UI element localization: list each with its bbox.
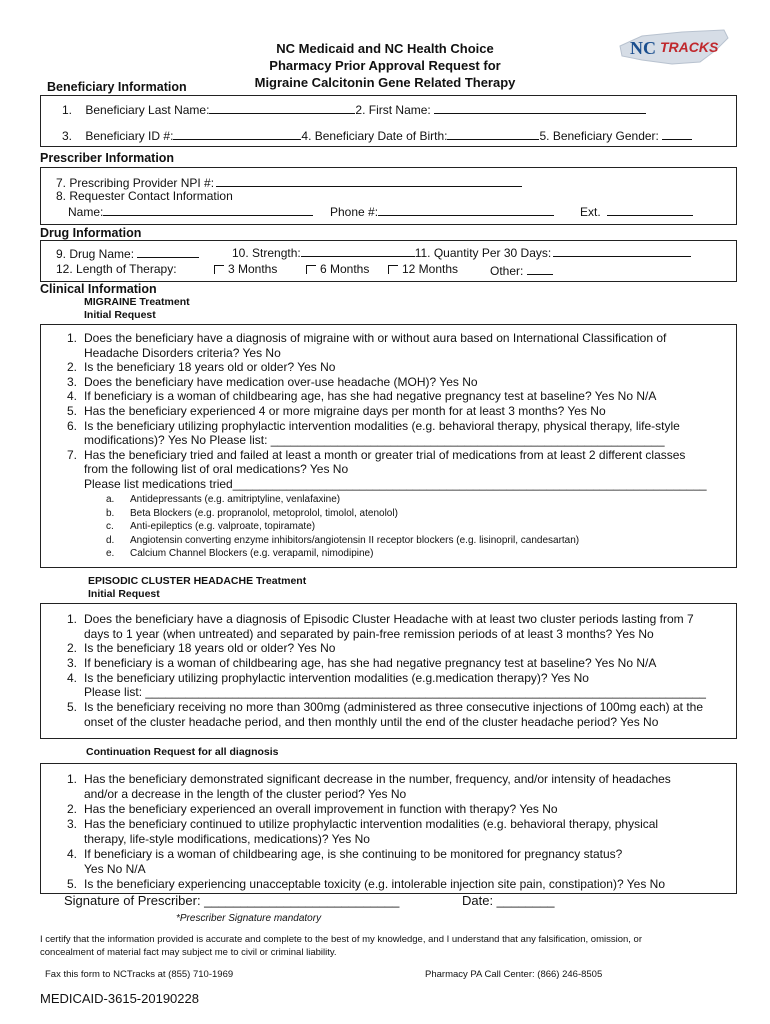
field-last-name[interactable]: 1. Beneficiary Last Name: 2. First Name: [62,101,646,117]
question-number: 3. [66,374,77,389]
question-number: 1. [66,772,77,786]
question-text: If beneficiary is a woman of childbearing age, has she had negative pregnancy test at baseline? Yes No N/A [84,656,657,671]
nctracks-logo [612,24,732,70]
question-text: Is the beneficiary 18 years old or older? Yes No [84,360,336,375]
question-number: 2. [66,641,77,656]
signature-field[interactable]: Signature of Prescriber: ___________________________ [64,893,400,908]
field-beneficiary-id[interactable]: 3. Beneficiary ID #: 4. Beneficiary Date of Birth: 5. Beneficiary Gender: [62,127,692,143]
question-text: Is the beneficiary 18 years old or older? Yes No [84,641,336,656]
svg-text:NC: NC [630,38,656,58]
question-number: 3. [66,656,77,671]
length-6-months[interactable]: 6 Months [300,262,369,276]
list-letter: c. [106,521,114,532]
question-number: 4. [66,389,77,404]
list-letter: b. [106,507,115,519]
question-number: 4. [66,847,77,861]
medication-class-text: Antidepressants (e.g. amitriptyline, venlafaxine) [130,494,341,505]
signature-mandatory-note: *Prescriber Signature mandatory [176,913,322,924]
question-text: therapy, life-style modifications, medications)? Yes No [84,832,370,846]
question-text: and/or a decrease in the length of the cluster period? Yes No [84,787,407,801]
drug-heading: Drug Information [40,226,142,240]
question-text: onset of the cluster headache period, and then monthly until the end of the cluster headache period? Yes No [84,714,659,729]
clinical-heading: Clinical Information [40,282,157,296]
medication-class-text: Angiotensin converting enzyme inhibitors/angiotensin II receptor blockers (e.g. lisinopril, candesartan) [130,534,580,546]
question-number: 7. [66,447,77,462]
question-number: 5. [66,877,77,891]
question-text: Does the beneficiary have medication over-use headache (MOH)? Yes No [84,374,478,389]
question-text: days to 1 year (when untreated) and separated by pain-free remission periods of at least 3 months? Yes No [84,626,654,641]
field-length-therapy[interactable]: 12. Length of Therapy: [56,262,177,276]
question-text: Is the beneficiary utilizing prophylactic intervention modalities (e.g. behavioral therapy, physical therapy, life-style [84,418,680,433]
question-text: Please list medications tried_______________________________________________________________________ [84,476,707,491]
migraine-question-6[interactable] [57,419,737,448]
svg-text:TRACKS: TRACKS [660,39,719,55]
question-text: Is the beneficiary utilizing prophylactic intervention modalities (e.g.medication therapy)? Yes No [84,670,589,685]
cluster-question-5[interactable] [57,700,737,729]
length-3-months[interactable]: 3 Months [208,262,277,276]
question-text: Has the beneficiary demonstrated significant decrease in the number, frequency, and/or intensity of headaches [84,772,671,786]
question-number: 4. [66,670,77,685]
migraine-question-2[interactable] [57,360,737,375]
medication-class-item [106,507,398,521]
field-strength[interactable]: 10. Strength: 11. Quantity Per 30 Days: [232,244,691,260]
question-text: Has the beneficiary experienced an overall improvement in function with therapy? Yes No [84,802,558,816]
medication-class-item [106,547,373,561]
medication-class-item [106,534,579,548]
continuation-question-5[interactable] [57,877,737,892]
field-ext[interactable]: Ext. [580,203,693,219]
cluster-question-4[interactable] [57,671,737,700]
migraine-question-3[interactable] [57,375,737,390]
question-number: 3. [66,817,77,831]
length-12-months[interactable]: 12 Months [382,262,458,276]
cluster-subheading: EPISODIC CLUSTER HEADACHE Treatment Initial Request [88,575,307,600]
question-number: 6. [66,418,77,433]
question-text: If beneficiary is a woman of childbearing age, is she continuing to be monitored for pregnancy status? [84,847,623,861]
question-text: Headache Disorders criteria? Yes No [84,345,281,360]
field-phone[interactable]: Phone #: [330,203,554,219]
checkbox-6-months[interactable] [306,265,316,274]
question-text: Has the beneficiary experienced 4 or more migraine days per month for at least 3 months? Yes No [84,404,606,418]
fax-info: Fax this form to NCTracks at (855) 710-1969 [45,969,234,980]
prescriber-heading: Prescriber Information [40,151,175,165]
medication-class-text: Calcium Channel Blockers (e.g. verapamil, nimodipine) [130,548,374,559]
medication-class-text: Anti-epileptics (e.g. valproate, topiramate) [130,521,316,532]
beneficiary-heading: Beneficiary Information [47,80,187,94]
migraine-question-1[interactable] [57,331,737,360]
question-number: 2. [66,802,77,816]
field-drug-name[interactable]: 9. Drug Name: [56,245,199,261]
question-text: Is the beneficiary receiving no more than 300mg (administered as three consecutive injections of 100mg each) at the [84,700,704,715]
continuation-subheading: Continuation Request for all diagnosis [86,746,279,758]
question-text: Does the beneficiary have a diagnosis of Episodic Cluster Headache with at least two cluster periods lasting from 7 [84,612,694,626]
checkbox-12-months[interactable] [388,265,398,274]
form-id: MEDICAID-3615-20190228 [40,991,199,1006]
field-other[interactable]: Other: [490,262,553,278]
list-letter: d. [106,534,115,546]
question-text: Has the beneficiary tried and failed at least a month or greater trial of medications from at least 2 different classes [84,447,686,462]
continuation-question-3[interactable] [57,817,737,847]
cluster-question-3[interactable] [57,656,737,671]
question-number: 2. [66,360,77,375]
title-line-1: NC Medicaid and NC Health Choice [276,41,494,56]
question-text: Has the beneficiary continued to utilize prophylactic intervention modalities (e.g. behavioral therapy, physical [84,817,659,831]
requester-contact-label: 8. Requester Contact Information [56,189,233,203]
migraine-question-7[interactable] [57,448,737,492]
continuation-question-4[interactable] [57,847,737,877]
field-requester-name[interactable]: Name: [68,203,313,219]
question-number: 5. [66,700,77,715]
migraine-question-4[interactable] [57,389,737,404]
cluster-question-2[interactable] [57,641,737,656]
question-text: If beneficiary is a woman of childbearing age, has she had negative pregnancy test at baseline? Yes No N/A [84,389,657,404]
question-text: modifications)? Yes No Please list: ___________________________________________________________ [84,433,665,448]
question-number: 1. [66,331,77,345]
date-field[interactable]: Date: ________ [462,893,555,908]
medication-class-item [106,493,340,507]
question-text: Is the beneficiary experiencing unacceptable toxicity (e.g. intolerable injection site pain, constipation)? Yes No [84,877,666,891]
field-npi[interactable]: 7. Prescribing Provider NPI #: [56,174,522,190]
title-line-2: Pharmacy Prior Approval Request for [269,58,501,73]
cluster-question-1[interactable] [57,612,737,641]
list-letter: a. [106,494,115,505]
question-text: Does the beneficiary have a diagnosis of migraine with or without aura based on International Classification of [84,331,667,345]
question-text: from the following list of oral medications? Yes No [84,462,349,477]
question-number: 1. [66,612,77,626]
continuation-question-1[interactable] [57,772,737,802]
question-text: Please list: ____________________________________________________________________________________ [84,685,706,700]
migraine-subheading: MIGRAINE Treatment Initial Request [84,296,190,321]
medication-class-item [106,520,315,534]
migraine-question-5[interactable] [57,404,737,419]
list-letter: e. [106,548,115,559]
continuation-question-2[interactable] [57,802,737,817]
title-line-3: Migraine Calcitonin Gene Related Therapy [254,75,516,90]
question-number: 5. [66,404,77,418]
checkbox-3-months[interactable] [214,265,224,274]
call-center-info: Pharmacy PA Call Center: (866) 246-8505 [425,969,603,980]
question-text: Yes No N/A [84,862,146,876]
medication-class-text: Beta Blockers (e.g. propranolol, metoprolol, timolol, atenolol) [130,507,398,519]
certification-text: I certify that the information provided is accurate and complete to the best of my knowledge, and I understand that any falsification, omission, or concealment of material fact may subject me to civil or criminal liability. [40,934,642,958]
